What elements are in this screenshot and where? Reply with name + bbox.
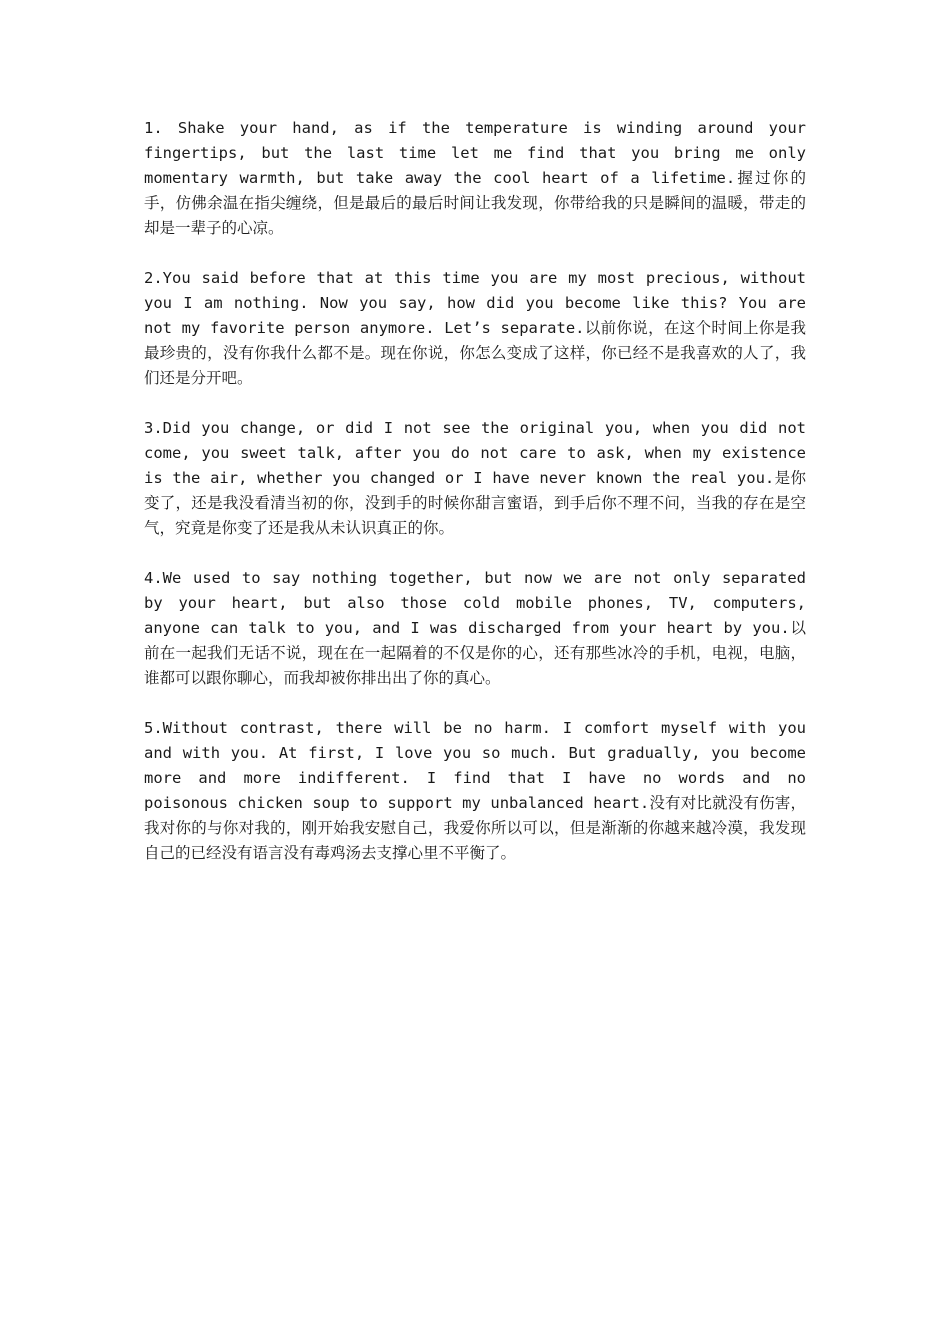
paragraph-3: 3.Did you change, or did I not see the original you, when you did not come, you sweet talk, after you do not care to ask, when my existence is the air, whether you changed or I have never known the real you.是你变了，还是我没看清当初的你，没到手的时候你甜言蜜语，到手后你不理不问，当我的存在是空气，究竟是你变了还是我从未认识真正的你。 bbox=[144, 419, 806, 537]
paragraph-2: 2.You said before that at this time you are my most precious, without you I am nothing. Now you say, how did you become like this? You are not my favorite person anymore. Let’s separate.以前你说，在这个时间上你是我最珍贵的，没有你我什么都不是。现在你说，你怎么变成了这样，你已经不是我喜欢的人了，我们还是分开吧。 bbox=[144, 269, 806, 387]
paragraph-5: 5.Without contrast, there will be no harm. I comfort myself with you and with you. At first, I love you so much. But gradually, you become more and more indifferent. I find that I have no words and no poisonous chicken soup to support my unbalanced heart.没有对比就没有伤害，我对你的与你对我的，刚开始我安慰自己，我爱你所以可以，但是渐渐的你越来越冷漠，我发现自己的已经没有语言没有毒鸡汤去支撑心里不平衡了。 bbox=[144, 719, 806, 862]
document-body bbox=[144, 116, 806, 891]
paragraph-1: 1. Shake your hand, as if the temperature is winding around your fingertips, but the last time let me find that you bring me only momentary warmth, but take away the cool heart of a lifetime.握过你的手，仿佛余温在指尖缠绕，但是最后的最后时间让我发现，你带给我的只是瞬间的温暖，带走的却是一辈子的心凉。 bbox=[144, 119, 806, 237]
paragraph-4: 4.We used to say nothing together, but now we are not only separated by your heart, but also those cold mobile phones, TV, computers, anyone can talk to you, and I was discharged from your heart by you.以前在一起我们无话不说，现在在一起隔着的不仅是你的心，还有那些冰冷的手机，电视，电脑，谁都可以跟你聊心，而我却被你排出出了你的真心。 bbox=[144, 569, 806, 687]
